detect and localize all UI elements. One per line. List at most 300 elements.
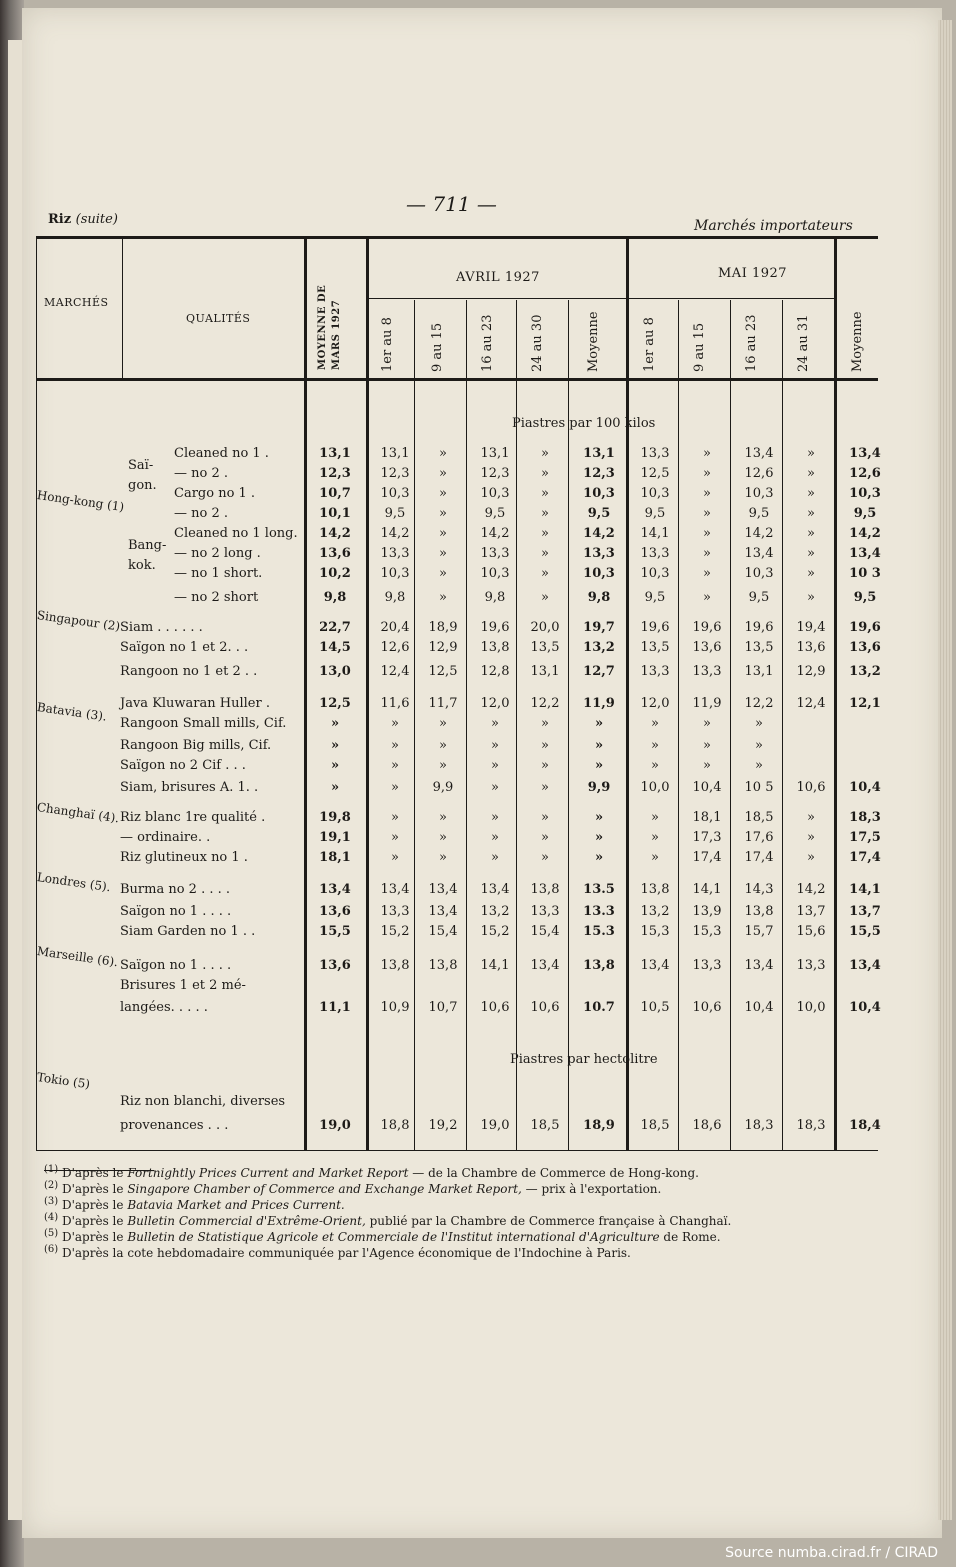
table-cell: » (703, 758, 711, 773)
table-cell: 9,5 (644, 506, 666, 521)
table-cell: 10,3 (849, 486, 881, 501)
table-cell: » (330, 780, 340, 795)
table-cell: 12,0 (480, 696, 510, 711)
col-head-week: Moyenne (586, 311, 601, 372)
table-cell: » (391, 810, 399, 825)
table-cell: 18,9 (428, 620, 458, 635)
footnote: $^{(4)}$ D'après le Bulletin Commercial d'Extrême-Orient, publié par la Chambre de Commerce française à Changhaï. (44, 1212, 732, 1228)
table-cell: 14,2 (583, 526, 615, 541)
table-cell: 11,7 (428, 696, 458, 711)
quality-label: Rangoon Big mills, Cif. (120, 738, 272, 753)
table-cell: 14,1 (480, 958, 510, 973)
table-cell: 9,8 (384, 590, 406, 605)
quality-label: — no 2 long . (174, 546, 261, 561)
table-cell: 19,6 (692, 620, 722, 635)
table-cell: 10,7 (319, 486, 351, 501)
col-head-week: 24 au 30 (530, 314, 545, 372)
table-cell: 13,4 (744, 546, 774, 561)
table-cell: 13,4 (428, 904, 458, 919)
table-cell: » (807, 546, 815, 561)
col-head-week: 9 au 15 (692, 322, 707, 372)
table-cell: » (391, 716, 399, 731)
table-cell: 19,6 (640, 620, 670, 635)
table-cell: » (491, 810, 499, 825)
table-cell: 13,5 (530, 640, 560, 655)
table-cell: 13,6 (849, 640, 881, 655)
table-cell: » (491, 738, 499, 753)
quality-label: — no 2 short (174, 590, 259, 605)
table-cell: » (807, 466, 815, 481)
header-bottom-rule (36, 378, 878, 381)
table-cell: » (391, 738, 399, 753)
table-cell: 13,3 (640, 546, 670, 561)
table-cell: 17,6 (744, 830, 774, 845)
table-cell: 13,1 (319, 446, 351, 461)
table-cell: 15,5 (849, 924, 881, 939)
table-cell: » (651, 716, 659, 731)
table-cell: 18,9 (583, 1118, 615, 1133)
table-cell: 10,7 (428, 1000, 458, 1015)
table-cell: 13,4 (640, 958, 670, 973)
table-cell: » (541, 810, 549, 825)
col-head-week: Moyenne (850, 311, 865, 372)
table-cell: » (651, 738, 659, 753)
table-cell: 13,3 (583, 546, 615, 561)
table-cell: » (491, 850, 499, 865)
market-label: Marseille (6). (36, 944, 119, 970)
table-cell: » (330, 758, 340, 773)
table-cell: 13.5 (583, 882, 615, 897)
table-cell: 10,3 (380, 486, 410, 501)
table-cell: 13,4 (849, 958, 881, 973)
quality-label: — no 2 . (174, 466, 228, 481)
table-cell: » (391, 830, 399, 845)
quality-label: Rangoon no 1 et 2 . . (120, 664, 258, 679)
col-head-mai: MAI 1927 (718, 266, 788, 281)
table-cell: 10,3 (640, 486, 670, 501)
table-cell: 19,0 (480, 1118, 510, 1133)
market-label: Changhaï (4). (36, 800, 121, 826)
table-cell: » (491, 758, 499, 773)
table-cell: » (651, 830, 659, 845)
table-cell: 14,2 (380, 526, 410, 541)
table-cell: 13,2 (480, 904, 510, 919)
table-cell: » (491, 780, 499, 795)
table-cell: 10 5 (744, 780, 774, 795)
quality-label: Java Kluwaran Huller . (120, 696, 270, 711)
table-cell: 18,5 (530, 1118, 560, 1133)
table-cell: 14,2 (744, 526, 774, 541)
table-cell: 13,4 (849, 446, 881, 461)
table-cell: 13,4 (744, 958, 774, 973)
table-cell: 13,2 (583, 640, 615, 655)
table-cell: » (391, 780, 399, 795)
table-cell: » (594, 850, 604, 865)
table-cell: 9,5 (484, 506, 506, 521)
col-head-avril: AVRIL 1927 (456, 270, 540, 285)
table-cell: 11,1 (319, 1000, 351, 1015)
table-cell: » (703, 466, 711, 481)
mai-brace-rule (628, 298, 834, 299)
table-cell: 9,8 (323, 590, 347, 605)
table-cell: 10,1 (319, 506, 351, 521)
col-divider (304, 238, 307, 1150)
table-cell: 12,3 (480, 466, 510, 481)
quality-label: Riz glutineux no 1 . (120, 850, 248, 865)
table-cell: » (439, 506, 447, 521)
quality-label: Siam . . . . . . (120, 620, 203, 635)
table-cell: 11,6 (380, 696, 410, 711)
table-cell: 14,1 (692, 882, 722, 897)
table-cell: 19,2 (428, 1118, 458, 1133)
table-cell: 14,2 (796, 882, 826, 897)
table-cell: » (807, 526, 815, 541)
table-cell: 15,2 (480, 924, 510, 939)
col-head-week: 16 au 23 (744, 314, 759, 372)
table-cell: 9,5 (644, 590, 666, 605)
table-cell: 12,6 (744, 466, 774, 481)
table-cell: 13,5 (744, 640, 774, 655)
table-cell: 13,7 (849, 904, 881, 919)
table-cell: 19,1 (319, 830, 351, 845)
table-cell: 18,5 (640, 1118, 670, 1133)
table-cell: 10,3 (744, 566, 774, 581)
table-cell: » (807, 566, 815, 581)
table-cell: » (330, 738, 340, 753)
table-cell: 9,5 (748, 590, 770, 605)
table-cell: » (807, 506, 815, 521)
table-cell: 19,6 (480, 620, 510, 635)
table-cell: 13,3 (692, 664, 722, 679)
table-cell: 10,3 (583, 486, 615, 501)
footnote: $^{(5)}$ D'après le Bulletin de Statistique Agricole et Commerciale de l'Institut international d'Agriculture de Rome. (44, 1228, 721, 1244)
market-label: Londres (5). (36, 870, 112, 895)
table-cell: 10,4 (849, 780, 881, 795)
table-cell: » (807, 850, 815, 865)
col-head-week: 16 au 23 (480, 314, 495, 372)
table-cell: 13,4 (530, 958, 560, 973)
table-cell: 13,1 (480, 446, 510, 461)
table-cell: 13,6 (319, 546, 351, 561)
table-cell: 13,7 (796, 904, 826, 919)
quality-label: Siam, brisures A. 1. . (120, 780, 259, 795)
table-cell: 13,2 (640, 904, 670, 919)
quality-label: Brisures 1 et 2 mé- (120, 978, 246, 993)
table-cell: 15,2 (380, 924, 410, 939)
table-cell: » (755, 716, 763, 731)
table-cell: » (330, 716, 340, 731)
page-number: — 711 — (406, 192, 497, 216)
table-cell: 18,6 (692, 1118, 722, 1133)
table-cell: 15,4 (530, 924, 560, 939)
table-cell: 10,5 (640, 1000, 670, 1015)
table-cell: » (541, 526, 549, 541)
table-cell: » (439, 850, 447, 865)
table-cell: 9,5 (853, 590, 877, 605)
table-left-border (36, 238, 37, 1150)
table-cell: 15,3 (692, 924, 722, 939)
table-cell: 18,8 (380, 1118, 410, 1133)
table-cell: 10,6 (480, 1000, 510, 1015)
table-cell: 12,4 (380, 664, 410, 679)
table-cell: 13,4 (849, 546, 881, 561)
table-cell: 12,9 (428, 640, 458, 655)
col-head-week: 1er au 8 (642, 317, 657, 372)
table-cell: 17,3 (692, 830, 722, 845)
table-cell: 9,8 (587, 590, 611, 605)
table-cell: 9,5 (384, 506, 406, 521)
table-cell: » (541, 446, 549, 461)
table-cell: 13,3 (480, 546, 510, 561)
table-cell: 17,4 (744, 850, 774, 865)
table-cell: » (541, 850, 549, 865)
table-cell: » (439, 830, 447, 845)
table-cell: 15,7 (744, 924, 774, 939)
table-cell: 12,9 (796, 664, 826, 679)
col-head-week: 1er au 8 (380, 317, 395, 372)
table-cell: » (439, 758, 447, 773)
table-cell: 13,3 (640, 446, 670, 461)
table-cell: 10,6 (796, 780, 826, 795)
table-cell: » (651, 758, 659, 773)
table-cell: 9,9 (587, 780, 611, 795)
footnote: $^{(2)}$ D'après le Singapore Chamber of Commerce and Exchange Market Report, — prix à l'exportation. (44, 1180, 662, 1196)
table-cell: 13,6 (692, 640, 722, 655)
table-cell: 13,8 (380, 958, 410, 973)
table-cell: 15,6 (796, 924, 826, 939)
table-cell: 18,3 (849, 810, 881, 825)
table-cell: 13,8 (583, 958, 615, 973)
table-cell: 13,3 (380, 904, 410, 919)
table-cell: 12,1 (849, 696, 881, 711)
table-cell: 13,8 (744, 904, 774, 919)
table-cell: » (439, 810, 447, 825)
col-head-moyenne-mars: MOYENNE DE MARS 1927 (317, 284, 342, 370)
table-cell: » (439, 466, 447, 481)
table-cell: » (703, 716, 711, 731)
table-cell: 12,8 (480, 664, 510, 679)
table-cell: 10,9 (380, 1000, 410, 1015)
table-cell: » (703, 546, 711, 561)
table-cell: 18,3 (744, 1118, 774, 1133)
table-cell: 17,4 (849, 850, 881, 865)
table-cell: 12,3 (380, 466, 410, 481)
table-cell: 13,4 (428, 882, 458, 897)
table-cell: 13,4 (319, 882, 351, 897)
quality-label: — no 1 short. (174, 566, 263, 581)
table-cell: » (651, 810, 659, 825)
table-cell: » (703, 526, 711, 541)
table-cell: » (541, 566, 549, 581)
table-cell: 12,5 (319, 696, 351, 711)
sub-market-label: Bang-kok. (128, 538, 167, 573)
table-cell: » (594, 830, 604, 845)
table-cell: 17,4 (692, 850, 722, 865)
col-head-week: 24 au 31 (796, 314, 811, 372)
table-cell: 18,1 (692, 810, 722, 825)
table-cell: 9,5 (748, 506, 770, 521)
quality-label: — no 2 . (174, 506, 228, 521)
table-cell: 13,0 (319, 664, 351, 679)
table-cell: 19,4 (796, 620, 826, 635)
table-cell: 12,4 (796, 696, 826, 711)
source-credit: Source numba.cirad.fr / CIRAD (725, 1545, 938, 1561)
table-cell: 13,8 (530, 882, 560, 897)
table-cell: 13,6 (319, 904, 351, 919)
table-cell: 10,4 (849, 1000, 881, 1015)
table-cell: » (594, 758, 604, 773)
footnote: $^{(1)}$ D'après le Fortnightly Prices Current and Market Report — de la Chambre de Commerce de Hong-kong. (44, 1164, 699, 1180)
page-stack-edge (938, 20, 952, 1520)
table-cell: » (541, 590, 549, 605)
table-cell: 18,5 (744, 810, 774, 825)
table-cell: » (541, 546, 549, 561)
table-cell: » (755, 758, 763, 773)
table-cell: » (755, 738, 763, 753)
table-cell: 18,3 (796, 1118, 826, 1133)
table-cell: 10,6 (692, 1000, 722, 1015)
table-cell: 13,8 (428, 958, 458, 973)
table-cell: 9,8 (484, 590, 506, 605)
table-cell: 10.7 (583, 1000, 615, 1015)
table-cell: » (807, 590, 815, 605)
quality-label: Saïgon no 1 . . . . (120, 904, 232, 919)
table-top-rule (36, 236, 878, 239)
table-cell: 10,6 (530, 1000, 560, 1015)
avril-brace-rule (366, 298, 626, 299)
table-cell: 10,0 (796, 1000, 826, 1015)
table-cell: 10,3 (583, 566, 615, 581)
table-cell: 12,7 (583, 664, 615, 679)
table-cell: 15,3 (640, 924, 670, 939)
table-bottom-rule (36, 1150, 878, 1151)
quality-label: — ordinaire. . (120, 830, 211, 845)
table-cell: » (541, 716, 549, 731)
table-cell: 12,2 (744, 696, 774, 711)
footnote: $^{(6)}$ D'après la cote hebdomadaire communiquée par l'Agence économique de l'Indochine à Paris. (44, 1244, 631, 1260)
table-cell: » (541, 830, 549, 845)
table-cell: 13,3 (530, 904, 560, 919)
table-cell: » (391, 758, 399, 773)
table-cell: 15,5 (319, 924, 351, 939)
table-cell: » (439, 486, 447, 501)
market-label: Singapour (2) (36, 608, 121, 634)
table-cell: » (651, 850, 659, 865)
table-cell: 14,3 (744, 882, 774, 897)
table-cell: 22,7 (319, 620, 351, 635)
table-cell: 19,6 (744, 620, 774, 635)
table-cell: » (807, 810, 815, 825)
quality-label: Cleaned no 1 long. (174, 526, 298, 541)
table-cell: 12,2 (530, 696, 560, 711)
table-cell: » (439, 590, 447, 605)
table-cell: » (439, 738, 447, 753)
table-cell: 13,4 (744, 446, 774, 461)
table-cell: 12,5 (428, 664, 458, 679)
table-cell: 12,6 (380, 640, 410, 655)
table-cell: 20,0 (530, 620, 560, 635)
quality-label: provenances . . . (120, 1118, 229, 1133)
table-cell: » (703, 506, 711, 521)
table-cell: 13,3 (380, 546, 410, 561)
running-head-right: Marchés importateurs (694, 218, 853, 234)
table-cell: » (541, 466, 549, 481)
table-cell: 14,1 (640, 526, 670, 541)
table-cell: 10,3 (744, 486, 774, 501)
table-cell: 13,9 (692, 904, 722, 919)
table-cell: 14,2 (480, 526, 510, 541)
table-cell: 12,3 (583, 466, 615, 481)
table-cell: 13.3 (583, 904, 615, 919)
table-cell: 12,6 (849, 466, 881, 481)
table-cell: 13,4 (380, 882, 410, 897)
table-cell: 12,5 (640, 466, 670, 481)
table-cell: » (703, 486, 711, 501)
table-cell: » (807, 486, 815, 501)
table-cell: 9,9 (432, 780, 454, 795)
unit-label-hectolitre: Piastres par hectolitre (510, 1052, 658, 1067)
table-cell: 14,2 (319, 526, 351, 541)
table-cell: 12,3 (319, 466, 351, 481)
quality-label: Riz non blanchi, diverses (120, 1094, 286, 1109)
table-cell: 15,4 (428, 924, 458, 939)
table-cell: 13,6 (796, 640, 826, 655)
table-cell: » (439, 716, 447, 731)
table-cell: 18,4 (849, 1118, 881, 1133)
table-cell: 18,1 (319, 850, 351, 865)
table-cell: 13,1 (583, 446, 615, 461)
table-cell: » (491, 716, 499, 731)
table-cell: 19,0 (319, 1118, 351, 1133)
table-cell: 13,8 (480, 640, 510, 655)
footnote: $^{(3)}$ D'après le Batavia Market and Prices Current. (44, 1196, 345, 1212)
table-cell: 11,9 (692, 696, 722, 711)
quality-label: Cleaned no 1 . (174, 446, 269, 461)
table-cell: 9,5 (587, 506, 611, 521)
quality-label: Saïgon no 2 Cif . . . (120, 758, 246, 773)
table-cell: » (807, 830, 815, 845)
col-head-week: 9 au 15 (430, 322, 445, 372)
table-cell: » (594, 716, 604, 731)
table-cell: » (439, 446, 447, 461)
table-cell: 10,3 (480, 486, 510, 501)
market-label: Hong-kong (1) (36, 488, 126, 515)
table-cell: 11,9 (583, 696, 615, 711)
table-cell: » (807, 446, 815, 461)
table-cell: 19,8 (319, 810, 351, 825)
table-cell: » (439, 566, 447, 581)
table-cell: 10,3 (380, 566, 410, 581)
table-cell: 13,3 (796, 958, 826, 973)
quality-label: langées. . . . . (120, 1000, 208, 1015)
table-cell: 13,1 (380, 446, 410, 461)
table-cell: 15.3 (583, 924, 615, 939)
table-cell: » (439, 546, 447, 561)
table-cell: 13,2 (849, 664, 881, 679)
sub-market-label: Saï-gon. (128, 458, 157, 493)
table-cell: 20,4 (380, 620, 410, 635)
table-cell: 13,8 (640, 882, 670, 897)
quality-label: Siam Garden no 1 . . (120, 924, 256, 939)
table-cell: 10,2 (319, 566, 351, 581)
table-cell: 10,3 (480, 566, 510, 581)
table-cell: 10 3 (849, 566, 881, 581)
table-cell: 17,5 (849, 830, 881, 845)
col-head-qualites: QUALITÉS (186, 312, 251, 325)
table-cell: 13,4 (480, 882, 510, 897)
table-cell: » (703, 738, 711, 753)
table-cell: » (541, 506, 549, 521)
